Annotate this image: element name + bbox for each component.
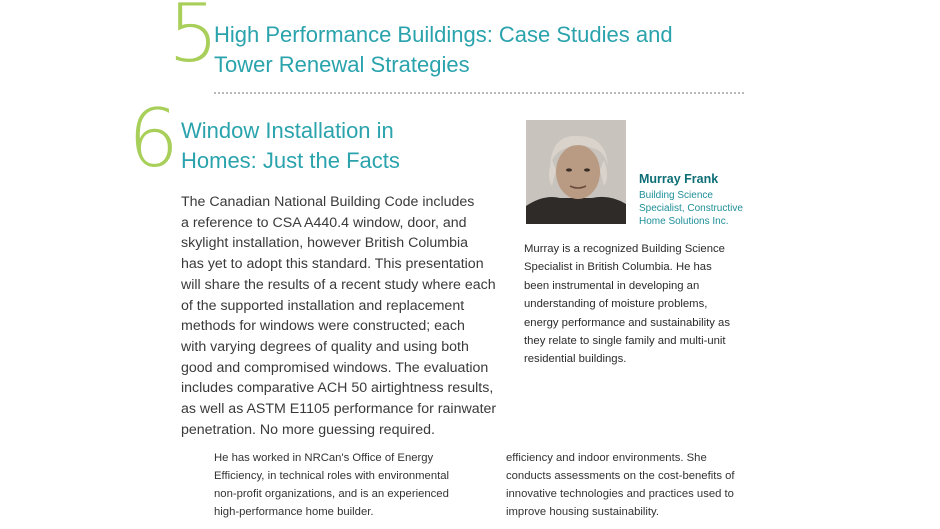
speaker-photo bbox=[526, 120, 626, 224]
description-line: has yet to adopt this standard. This presentation bbox=[181, 256, 484, 273]
speaker-name: Murray Frank bbox=[639, 172, 719, 186]
speaker-bio bbox=[524, 240, 754, 369]
session-title-line: Homes: Just the Facts bbox=[181, 148, 400, 173]
session-title-line: Window Installation in bbox=[181, 118, 394, 143]
background-left-bio bbox=[214, 449, 474, 521]
description-line: of the supported installation and replacement bbox=[181, 297, 465, 314]
speaker-bio-line: been instrumental in developing an bbox=[524, 279, 700, 292]
description-line: good and compromised windows. The evaluation bbox=[181, 359, 489, 376]
background-session-number: 5 bbox=[168, 0, 219, 80]
background-title-line: Tower Renewal Strategies bbox=[214, 52, 470, 77]
description-line: includes comparative ACH 50 airtightness results, bbox=[181, 380, 494, 397]
speaker-bio-line: energy performance and sustainability as bbox=[524, 316, 730, 329]
speaker-bio-line: they relate to single family and multi-unit bbox=[524, 335, 726, 348]
session-title bbox=[181, 116, 511, 176]
background-faded-text-line bbox=[214, 92, 744, 96]
speaker-role-line: Building Science bbox=[639, 190, 713, 201]
description-line: with varying degrees of quality and using both bbox=[181, 338, 469, 355]
speaker-bio-line: understanding of moisture problems, bbox=[524, 298, 708, 311]
background-session-title bbox=[214, 20, 694, 80]
description-line: skylight installation, however British Columbia bbox=[181, 235, 469, 252]
bio-line: high-performance home builder. bbox=[214, 506, 374, 518]
speaker-role-line: Specialist, Constructive bbox=[639, 203, 743, 214]
bio-line: He has worked in NRCan's Office of Energy bbox=[214, 452, 434, 464]
bio-line: innovative technologies and practices used to bbox=[506, 488, 734, 500]
bio-line: efficiency and indoor environments. She bbox=[506, 452, 707, 464]
session-description bbox=[181, 192, 501, 440]
speaker-bio-line: residential buildings. bbox=[524, 353, 627, 366]
session-number: 6 bbox=[128, 92, 179, 185]
description-line: penetration. No more guessing required. bbox=[181, 421, 435, 438]
description-line: will share the results of a recent study where each bbox=[181, 276, 496, 293]
bio-line: Efficiency, in technical roles with environmental bbox=[214, 470, 450, 482]
background-title-line: High Performance Buildings: Case Studies and bbox=[214, 22, 673, 47]
description-line: a reference to CSA A440.4 window, door, and bbox=[181, 214, 467, 231]
speaker-bio-line: Specialist in British Columbia. He has bbox=[524, 261, 712, 274]
description-line: methods for windows were constructed; each bbox=[181, 318, 465, 335]
background-right-bio bbox=[506, 449, 756, 521]
speaker-role bbox=[639, 189, 759, 228]
description-line: as well as ASTM E1105 performance for rainwater bbox=[181, 401, 497, 418]
speaker-bio-line: Murray is a recognized Building Science bbox=[524, 243, 725, 255]
speaker-role-line: Home Solutions Inc. bbox=[639, 216, 729, 227]
bio-line: improve housing sustainability. bbox=[506, 506, 660, 518]
bio-line: non-profit organizations, and is an experienced bbox=[214, 488, 449, 500]
description-line: The Canadian National Building Code includes bbox=[181, 194, 475, 210]
bio-line: conducts assessments on the cost-benefits of bbox=[506, 470, 735, 482]
